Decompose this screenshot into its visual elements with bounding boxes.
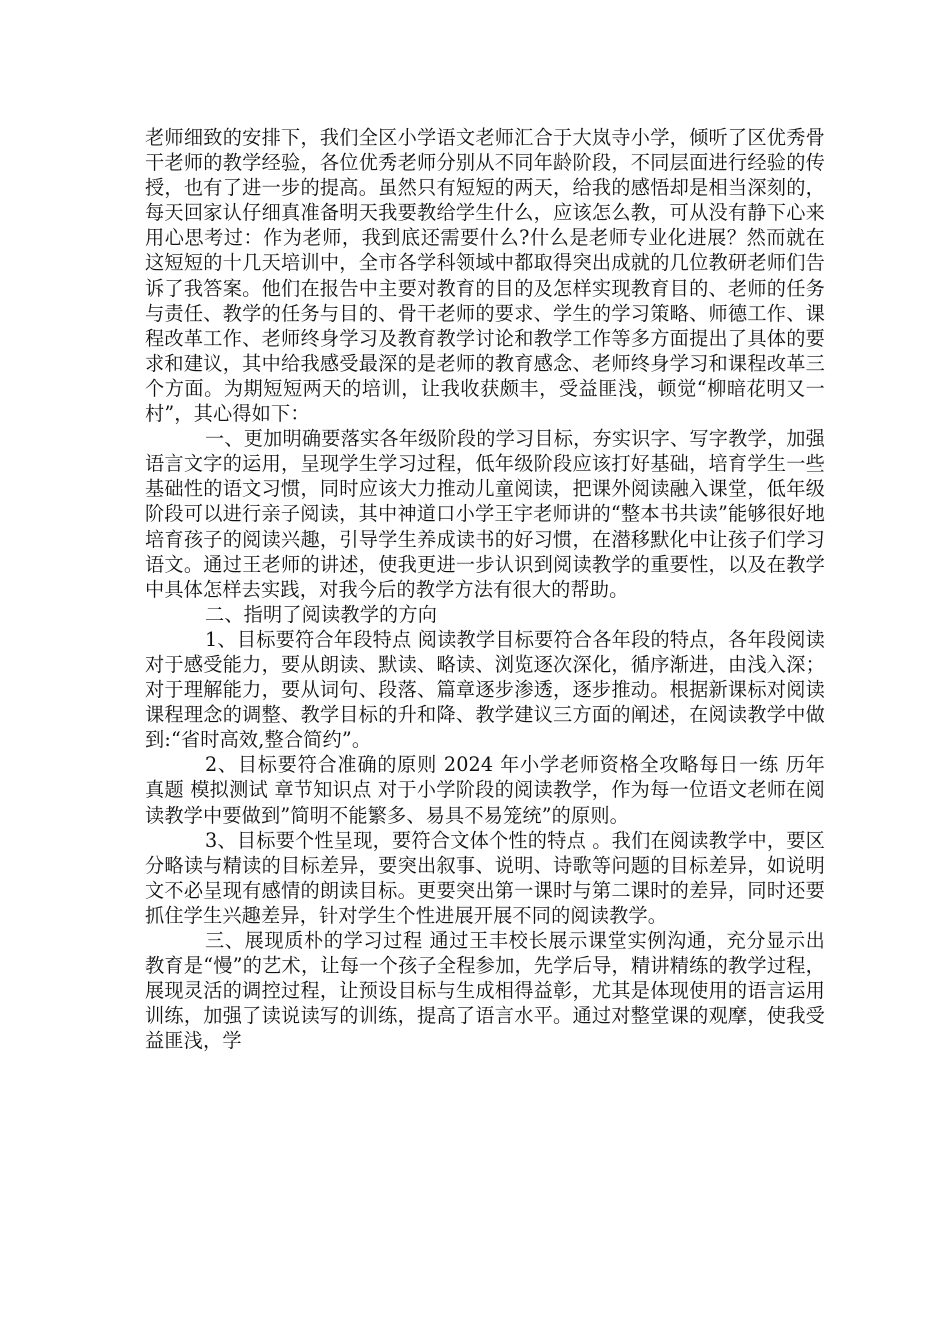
paragraph-point-two-item-1: 1、目标要符合年段特点 阅读教学目标要符合各年段的特点，各年段阅读对于感受能力，要从朗读、默读、略读、浏览逐次深化，循序渐进，由浅入深；对于理解能力，要从词句、段落、篇章逐步渗透，逐步推动。根据新课标对阅读课程理念的调整、教学目标的升和降、教学建议三方面的阐述，在阅读教学中做到:“省时高效,整合简约”。: [145, 627, 825, 752]
paragraph-point-one: 一、更加明确要落实各年级阶段的学习目标，夯实识字、写字教学，加强语言文字的运用，呈现学生学习过程，低年级阶段应该打好基础，培育学生一些基础性的语文习惯，同时应该大力推动儿童阅读，把课外阅读融入课堂，低年级阶段可以进行亲子阅读，其中神道口小学王宇老师讲的“整本书共读”能够很好地培育孩子的阅读兴趣，引导学生养成读书的好习惯，在潜移默化中让孩子们学习语文。通过王老师的讲述，使我更进一步认识到阅读教学的重要性，以及在教学中具体怎样去实践，对我今后的教学方法有很大的帮助。: [145, 427, 825, 601]
paragraph-point-two-item-3: 3、目标要个性呈现，要符合文体个性的特点 。我们在阅读教学中，要区分略读与精读的目标差异，要突出叙事、说明、诗歌等问题的目标差异，如说明文不必呈现有感情的朗读目标。更要突出第一课时与第二课时的差异，同时还要抓住学生兴趣差异，针对学生个性进展开展不同的阅读教学。: [145, 828, 825, 927]
document-body: [145, 125, 825, 1053]
paragraph-intro: 老师细致的安排下，我们全区小学语文老师汇合于大岚寺小学，倾听了区优秀骨干老师的教学经验，各位优秀老师分别从不同年龄阶段，不同层面进行经验的传授，也有了进一步的提高。虽然只有短短的两天，给我的感悟却是相当深刻的，每天回家认仔细真准备明天我要教给学生什么，应该怎么教，可从没有静下心来用心思考过：作为老师，我到底还需要什么?什么是老师专业化进展？然而就在这短短的十几天培训中，全市各学科领域中都取得突出成就的几位教研老师们告诉了我答案。他们在报告中主要对教育的目的及怎样实现教育目的、老师的任务与责任、教学的任务与目的、骨干老师的要求、学生的学习策略、师德工作、课程改革工作、老师终身学习及教育教学讨论和教学工作等多方面提出了具体的要求和建议，其中给我感受最深的是老师的教育感念、老师终身学习和课程改革三个方面。为期短短两天的培训，让我收获颇丰，受益匪浅，顿觉“柳暗花明又一村”，其心得如下：: [145, 126, 825, 426]
paragraph-point-two-heading: 二、指明了阅读教学的方向: [205, 602, 438, 626]
paragraph-point-three: 三、展现质朴的学习过程 通过王丰校长展示课堂实例沟通，充分显示出教育是“慢”的艺术，让每一个孩子全程参加，先学后导，精讲精练的教学过程，展现灵活的调控过程，让预设目标与生成相得益彰，尤其是体现使用的语言运用训练，加强了读说读写的训练，提高了语言水平。通过对整堂课的观摩，使我受益匪浅，学: [145, 929, 825, 1053]
paragraph-point-two-item-2: 2、目标要符合准确的原则 2024 年小学老师资格全攻略每日一练 历年真题 模拟测试 章节知识点 对于小学阶段的阅读教学，作为每一位语文老师在阅读教学中要做到”简明不能繁多、易具不易笼统”的原则。: [145, 753, 825, 827]
